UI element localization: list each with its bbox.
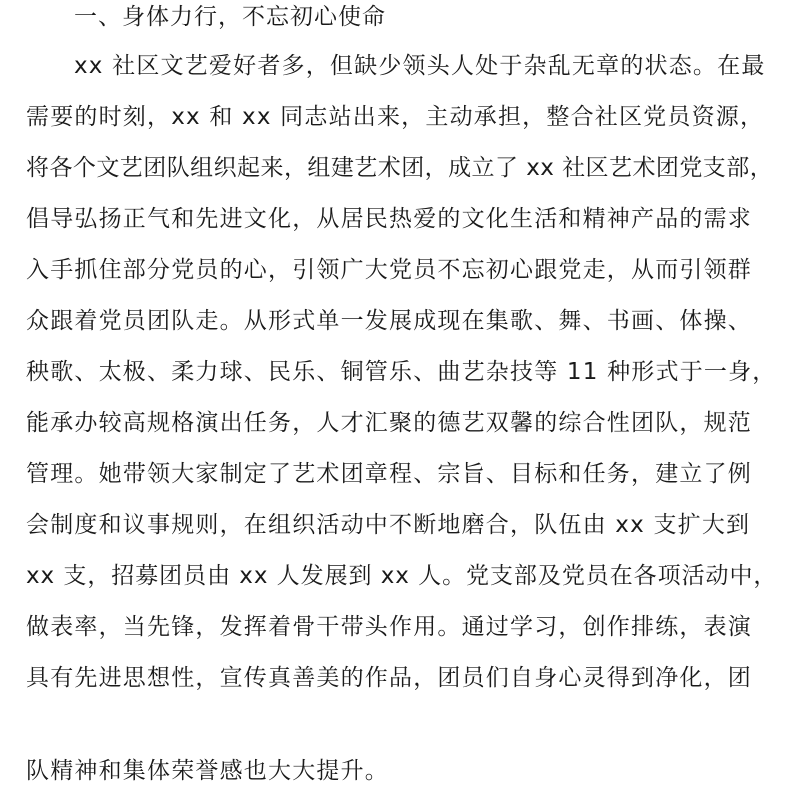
paragraph-line: xx 支，招募团员由 xx 人发展到 xx 人。党支部及党员在各项活动中， <box>26 563 778 589</box>
paragraph-line: 秧歌、太极、柔力球、民乐、铜管乐、曲艺杂技等 11 种形式于一身， <box>26 359 777 385</box>
paragraph-line: 入手抓住部分党员的心，引领广大党员不忘初心跟党走，从而引领群 <box>26 257 752 283</box>
paragraph-line: 能承办较高规格演出任务，人才汇聚的德艺双馨的综合性团队，规范 <box>26 410 752 436</box>
paragraph-line: 需要的时刻，xx 和 xx 同志站出来，主动承担，整合社区党员资源， <box>26 104 765 130</box>
paragraph-line: 将各个文艺团队组织起来，组建艺术团，成立了 xx 社区艺术团党支部， <box>26 155 774 181</box>
paragraph-line: 倡导弘扬正气和先进文化，从居民热爱的文化生活和精神产品的需求 <box>26 206 752 232</box>
section-heading: 一、身体力行，不忘初心使命 <box>74 4 386 30</box>
paragraph-line: 管理。她带领大家制定了艺术团章程、宗旨、目标和任务，建立了例 <box>26 461 752 487</box>
paragraph-line: 会制度和议事规则，在组织活动中不断地磨合，队伍由 xx 支扩大到 <box>26 512 751 538</box>
paragraph-line: xx 社区文艺爱好者多，但缺少领头人处于杂乱无章的状态。在最 <box>74 53 766 79</box>
paragraph-line: 众跟着党员团队走。从形式单一发展成现在集歌、舞、书画、体操、 <box>26 308 752 334</box>
paragraph-line: 做表率，当先锋，发挥着骨干带头作用。通过学习，创作排练，表演 <box>26 614 752 640</box>
paragraph-line: 具有先进思想性，宣传真善美的作品，团员们自身心灵得到净化，团 <box>26 665 752 691</box>
paragraph-line: 队精神和集体荣誉感也大大提升。 <box>26 758 389 784</box>
